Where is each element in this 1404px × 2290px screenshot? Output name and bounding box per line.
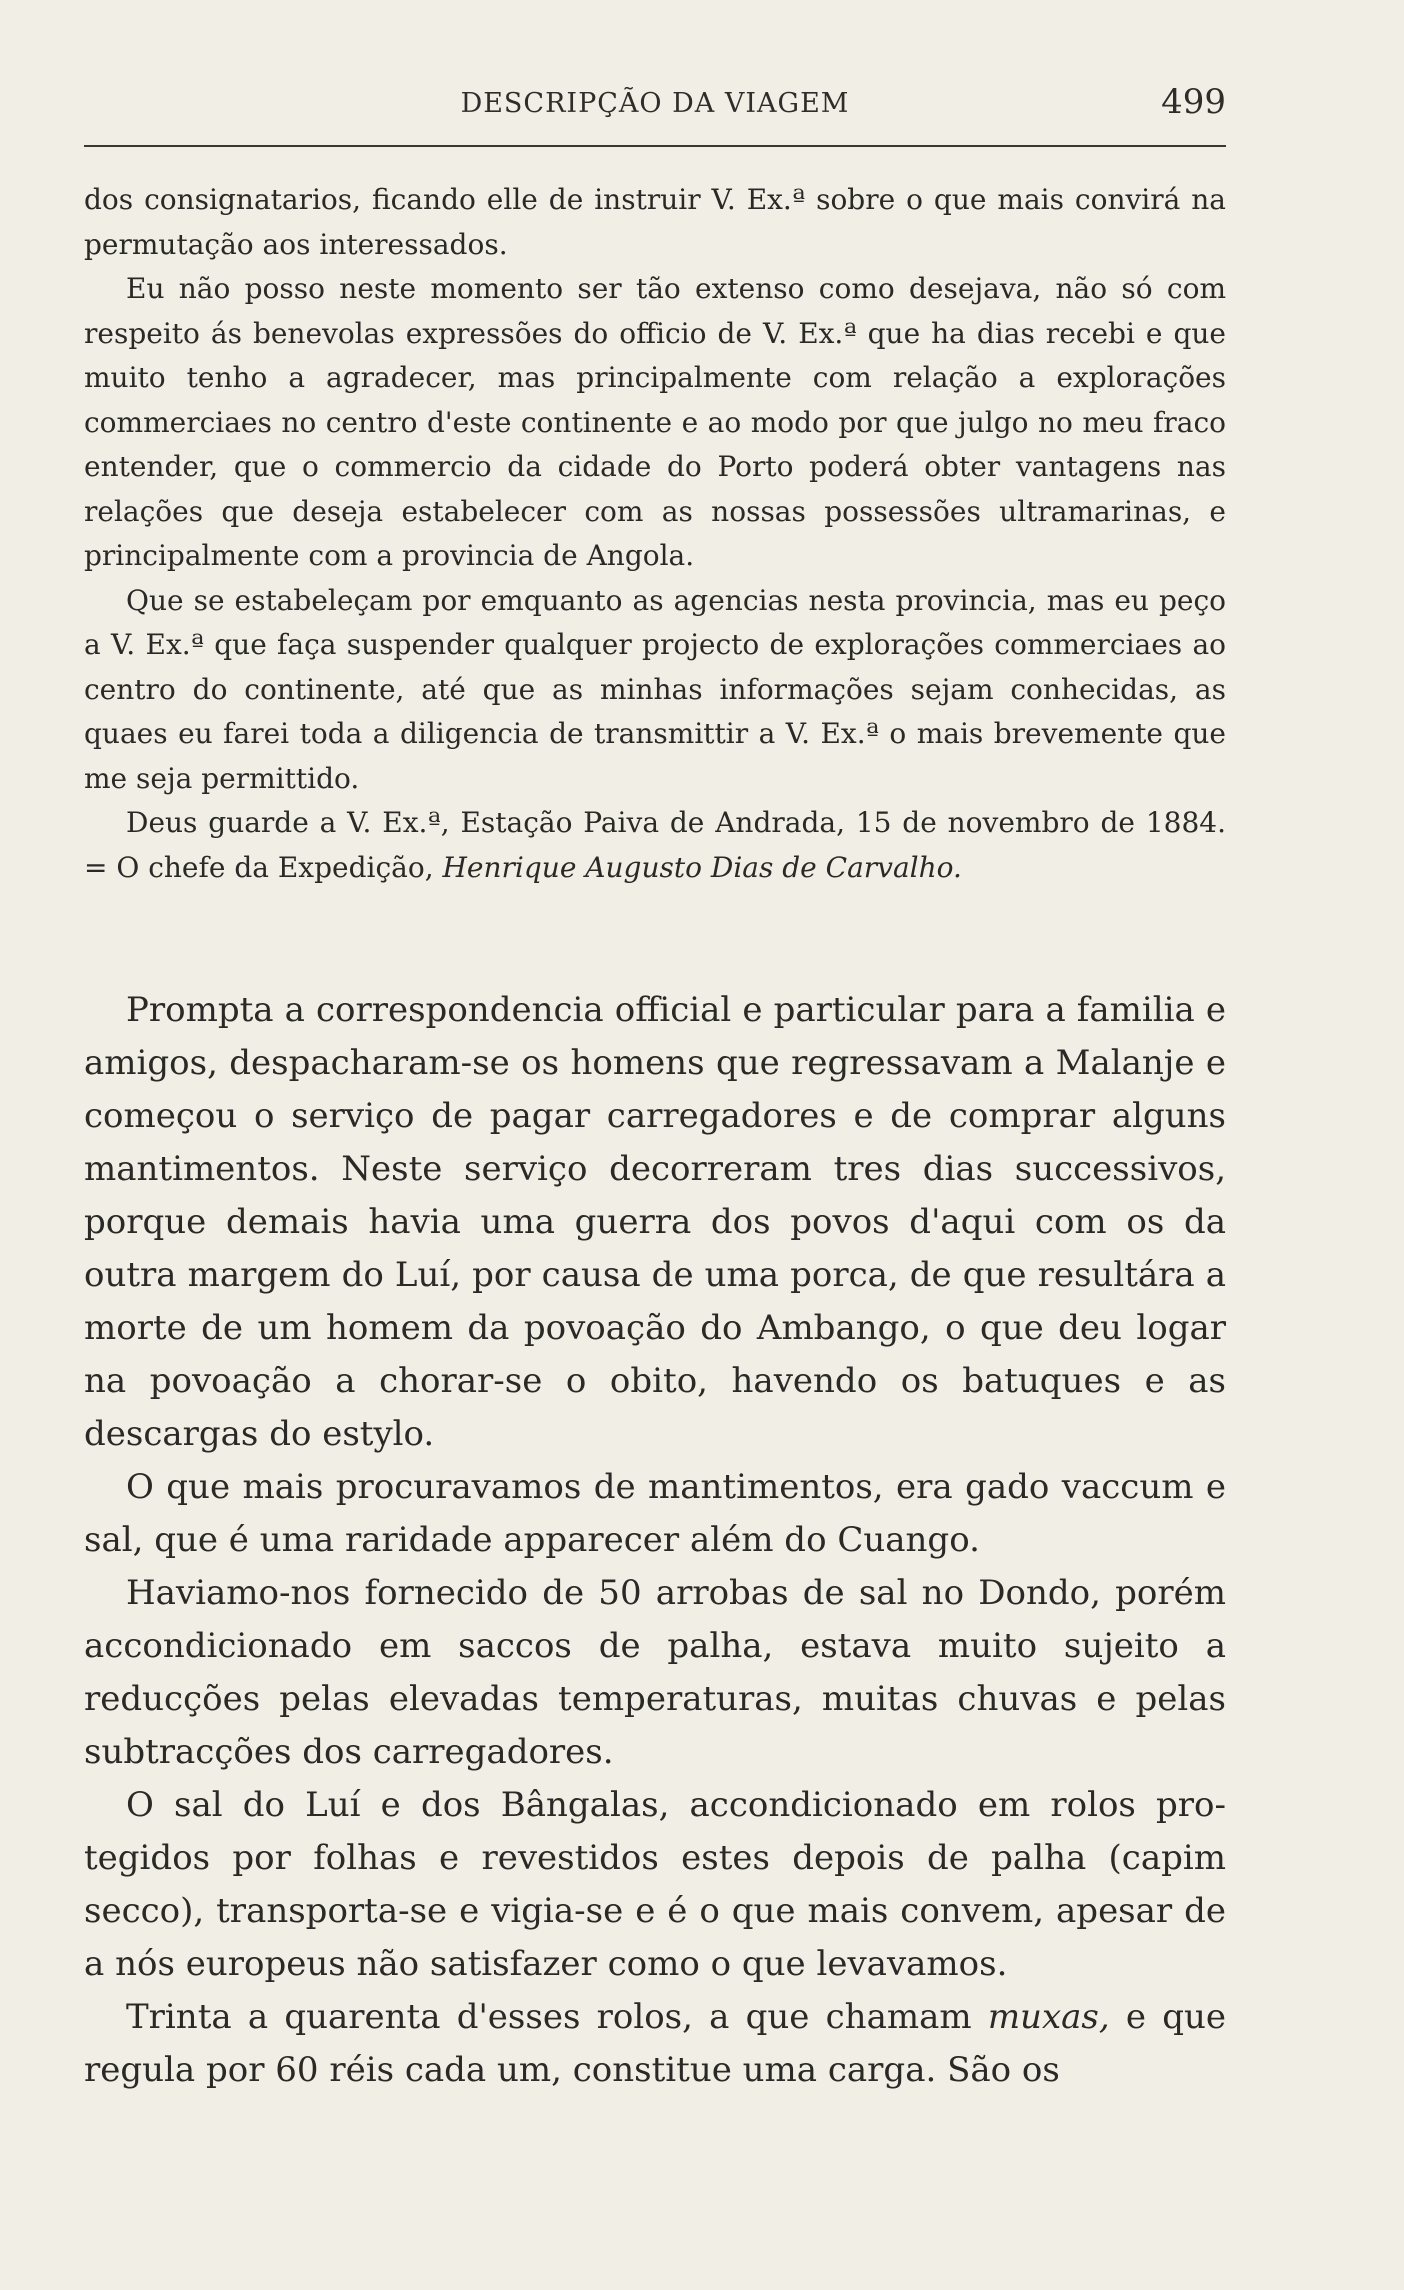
page-number: 499 [1161,82,1226,122]
letter-closing: Deus guarde a V. Ex.ª, Estação Paiva de Andrada, 15 de novembro de 1884. = O chefe da Expedição, [84,806,1226,884]
letter-paragraph-4 [84,801,1226,890]
narrative-paragraph-5-tail: e que regula por 60 réis cada um, constitue uma carga. São os [84,1997,1226,2090]
letter-paragraph-1: dos consignatarios, ficando elle de instruir V. Ex.ª sobre o que mais convirá na permutação aos interessados. [84,183,1226,261]
narrative-paragraph-2: O que mais procuravamos de mantimentos, era gado vaccum e sal, que é uma raridade apparecer além do Cuango. [84,1467,1226,1560]
header-rule [84,145,1226,147]
letter-paragraph-2: Eu não posso neste momento ser tão extenso como desejava, não só com respeito ás benevolas expressões do officio de V. Ex.ª que ha dias recebi e que muito tenho a agradecer, mas principalmente com relação a explorações commerciaes no centro d'este continente e ao modo por que julgo no meu fraco entender, que o commercio da cidade do Porto poderá obter vantagens nas relações que deseja estabelecer com as nossas possessões ultramarinas, e principalmente com a provincia de Angola. [84,272,1226,572]
letter-signature: Henrique Augusto Dias de Carvalho. [442,850,962,884]
letter-text [84,178,1226,890]
narrative-paragraph-5-lead: Trinta a quarenta d'esses rolos, a que chamam [126,1997,988,2037]
running-title: DESCRIPÇÃO DA VIAGEM [460,88,850,119]
narrative-paragraph-3: Haviamo-nos fornecido de 50 arrobas de sal no Dondo, porém accondicionado em saccos de palha, estava muito sujeito a reducções pelas elevadas temperaturas, muitas chuvas e pelas subtracções dos carregadores. [84,1573,1226,1772]
narrative-term-muxas: muxas, [987,1997,1110,2037]
narrative-paragraph-4: O sal do Luí e dos Bângalas, accondicionado em rolos protegidos por folhas e revestidos estes depois de palha (capim secco), transporta-se e vigia-se e é o que mais convem, apesar de a nós europeus não satisfazer como o que levavamos. [84,1785,1226,1984]
narrative-paragraph-1: Prompta a correspondencia official e particular para a familia e amigos, despacharam-se os homens que regressavam a Malanje e começou o serviço de pagar carregadores e de comprar alguns mantimentos. Neste serviço decorreram tres dias successivos, porque demais havia uma guerra dos povos d'aqui com os da outra margem do Luí, por causa de uma porca, de que resultára a morte de um homem da povoação do Ambango, o que deu logar na povoação a chorar-se o obito, havendo os batuques e as descargas do estylo. [84,990,1226,1454]
narrative-paragraph-5 [84,1991,1226,2097]
page-header [84,78,1226,138]
narrative-text [84,984,1226,2097]
letter-paragraph-3: Que se estabeleçam por emquanto as agencias nesta provincia, mas eu peço a V. Ex.ª que faça suspender qualquer projecto de explorações commerciaes ao centro do continente, até que as minhas informações sejam conhecidas, as quaes eu farei toda a diligencia de transmittir a V. Ex.ª o mais brevemente que me seja permittido. [84,583,1226,795]
